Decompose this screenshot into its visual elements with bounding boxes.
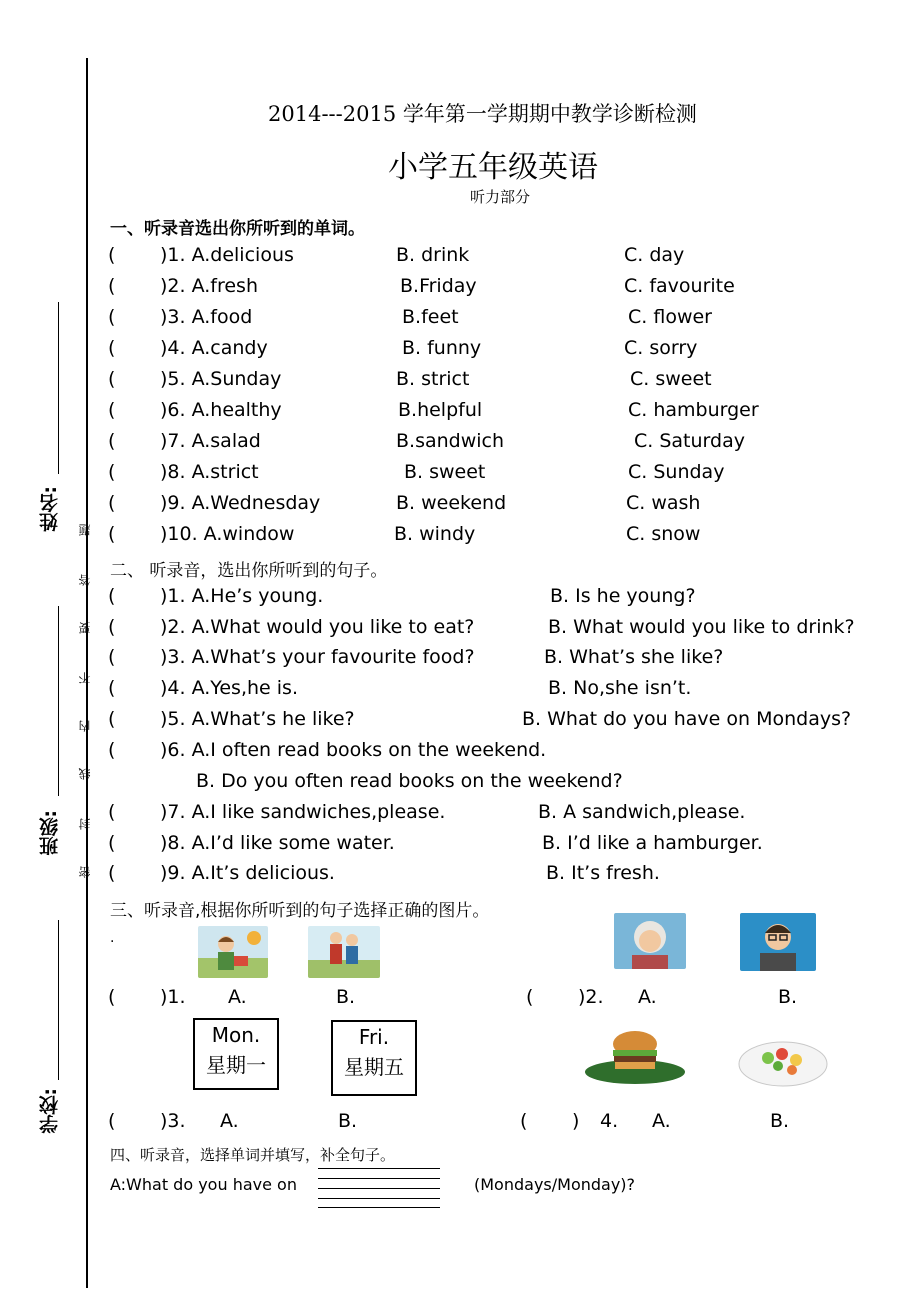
option-a: )1. A.He’s young. bbox=[160, 585, 324, 607]
option-a: A. bbox=[638, 986, 657, 1008]
option-b: B. bbox=[336, 986, 356, 1008]
option-c: C. favourite bbox=[624, 275, 735, 297]
section1-heading: 一、听录音选出你所听到的单词。 bbox=[110, 219, 365, 239]
option-a: A. bbox=[220, 1110, 239, 1132]
fill-blank-line[interactable] bbox=[318, 1207, 440, 1208]
option-c: C. Sunday bbox=[628, 461, 725, 483]
option-c: C. Saturday bbox=[634, 430, 745, 452]
old-woman-icon bbox=[614, 913, 686, 969]
answer-paren[interactable]: ( bbox=[108, 708, 116, 730]
option-b: B. What would you like to drink? bbox=[548, 616, 855, 638]
school-line bbox=[58, 920, 59, 1080]
answer-paren[interactable]: ( bbox=[108, 399, 116, 421]
option-b: B. What’s she like? bbox=[544, 646, 724, 668]
answer-paren[interactable]: ( bbox=[108, 986, 116, 1008]
answer-paren[interactable]: ( bbox=[108, 368, 116, 390]
sentence-prefix: A:What do you have on bbox=[110, 1175, 297, 1194]
answer-paren[interactable]: ( bbox=[526, 986, 534, 1008]
answer-paren[interactable]: ( bbox=[108, 832, 116, 854]
option-b: B. funny bbox=[402, 337, 482, 359]
option-b: B. sweet bbox=[404, 461, 486, 483]
option-b: B.Friday bbox=[400, 275, 477, 297]
option-c: C. hamburger bbox=[628, 399, 759, 421]
answer-paren[interactable]: ( bbox=[108, 739, 116, 761]
option-a: )7. A.I like sandwiches,please. bbox=[160, 801, 446, 823]
class-line bbox=[58, 606, 59, 796]
option-a: )5. A.What’s he like? bbox=[160, 708, 355, 730]
option-a: )3. A.food bbox=[160, 306, 253, 328]
option-a: )8. A.strict bbox=[160, 461, 259, 483]
option-b: B. It’s fresh. bbox=[546, 862, 660, 884]
option-a: )9. A.Wednesday bbox=[160, 492, 321, 514]
option-b: B. What do you have on Mondays? bbox=[522, 708, 852, 730]
fill-blank-line[interactable] bbox=[318, 1188, 440, 1189]
question-number: )1. bbox=[160, 986, 186, 1008]
option-a: )4. A.candy bbox=[160, 337, 268, 359]
fill-blank-line[interactable] bbox=[318, 1168, 440, 1169]
seal-char: 不 bbox=[78, 672, 92, 684]
option-b: B. drink bbox=[396, 244, 470, 266]
option-a: )2. A.What would you like to eat? bbox=[160, 616, 475, 638]
salad-picture[interactable] bbox=[738, 1036, 828, 1090]
seal-char: 内 bbox=[78, 720, 92, 732]
option-b: B. No,she isn’t. bbox=[548, 677, 692, 699]
answer-paren[interactable]: ( bbox=[108, 862, 116, 884]
card-chinese: 星期一 bbox=[206, 1053, 266, 1077]
answer-paren-close: ) bbox=[572, 1110, 580, 1132]
answer-paren[interactable]: ( bbox=[108, 1110, 116, 1132]
option-b: B. windy bbox=[394, 523, 476, 545]
option-a: )2. A.fresh bbox=[160, 275, 258, 297]
option-b: B. bbox=[338, 1110, 358, 1132]
option-b: B. A sandwich,please. bbox=[538, 801, 746, 823]
option-a: )6. A.healthy bbox=[160, 399, 282, 421]
stray-dot: . bbox=[110, 930, 115, 946]
seal-char: 封 bbox=[78, 818, 92, 830]
seal-char: 线 bbox=[78, 768, 92, 780]
option-b: B.helpful bbox=[398, 399, 483, 421]
seal-char: 要 bbox=[78, 622, 92, 634]
hamburger-icon bbox=[584, 1024, 686, 1086]
answer-paren[interactable]: ( bbox=[108, 523, 116, 545]
answer-paren[interactable]: ( bbox=[108, 306, 116, 328]
word-options: (Mondays/Monday)? bbox=[474, 1175, 636, 1194]
name-line bbox=[58, 302, 59, 474]
option-c: C. wash bbox=[626, 492, 701, 514]
name-label: 姓名: bbox=[39, 486, 61, 532]
option-b: B. Is he young? bbox=[550, 585, 696, 607]
two-children-icon bbox=[308, 926, 380, 978]
answer-paren[interactable]: ( bbox=[520, 1110, 528, 1132]
option-a: )5. A.Sunday bbox=[160, 368, 282, 390]
option-c: C. flower bbox=[628, 306, 712, 328]
option-c: C. day bbox=[624, 244, 685, 266]
salad-bowl-icon bbox=[738, 1036, 828, 1090]
part-subtitle: 听力部分 bbox=[470, 188, 531, 206]
option-a: A. bbox=[652, 1110, 671, 1132]
card-english: Fri. bbox=[358, 1025, 390, 1049]
option-c: C. sweet bbox=[630, 368, 712, 390]
option-a: )6. A.I often read books on the weekend. bbox=[160, 739, 547, 761]
kids-picture[interactable] bbox=[308, 926, 380, 978]
option-c: C. snow bbox=[626, 523, 701, 545]
answer-paren[interactable]: ( bbox=[108, 430, 116, 452]
answer-paren[interactable]: ( bbox=[108, 677, 116, 699]
friday-card[interactable] bbox=[331, 1020, 417, 1096]
answer-paren[interactable]: ( bbox=[108, 244, 116, 266]
answer-paren[interactable]: ( bbox=[108, 461, 116, 483]
option-a: )8. A.I’d like some water. bbox=[160, 832, 395, 854]
option-b: B. bbox=[770, 1110, 790, 1132]
question-number: )3. bbox=[160, 1110, 186, 1132]
option-b: B.feet bbox=[402, 306, 459, 328]
question-number: 4. bbox=[600, 1110, 619, 1132]
answer-paren[interactable]: ( bbox=[108, 275, 116, 297]
seal-char: 答 bbox=[78, 574, 92, 586]
seal-char: 题 bbox=[78, 524, 92, 536]
option-a: )10. A.window bbox=[160, 523, 295, 545]
boy-reading-icon bbox=[198, 926, 268, 978]
option-a: )4. A.Yes,he is. bbox=[160, 677, 298, 699]
option-a: )7. A.salad bbox=[160, 430, 261, 452]
option-b: B. strict bbox=[396, 368, 470, 390]
option-b: B. Do you often read books on the weekend? bbox=[196, 770, 623, 792]
monday-card[interactable] bbox=[193, 1018, 279, 1090]
option-b: B. I’d like a hamburger. bbox=[542, 832, 763, 854]
exam-subject-title: 小学五年级英语 bbox=[388, 150, 598, 185]
man-with-glasses-icon bbox=[740, 913, 816, 971]
card-chinese: 星期五 bbox=[344, 1055, 404, 1079]
question-number: )2. bbox=[578, 986, 604, 1008]
answer-paren[interactable]: ( bbox=[108, 616, 116, 638]
young-man-picture[interactable] bbox=[740, 913, 816, 971]
option-a: A. bbox=[228, 986, 247, 1008]
answer-paren[interactable]: ( bbox=[108, 646, 116, 668]
class-label: 班级: bbox=[39, 810, 61, 856]
option-a: )3. A.What’s your favourite food? bbox=[160, 646, 475, 668]
seal-char: 密 bbox=[78, 866, 92, 878]
option-a: )1. A.delicious bbox=[160, 244, 294, 266]
section3-heading: 三、听录音,根据你所听到的句子选择正确的图片。 bbox=[110, 901, 490, 921]
school-label: 学校: bbox=[39, 1088, 61, 1134]
card-english: Mon. bbox=[211, 1023, 261, 1047]
answer-paren[interactable]: ( bbox=[108, 492, 116, 514]
fill-blank-line[interactable] bbox=[318, 1178, 440, 1179]
answer-paren[interactable]: ( bbox=[108, 585, 116, 607]
boy-picture[interactable] bbox=[198, 926, 268, 978]
hamburger-picture[interactable] bbox=[584, 1024, 686, 1086]
section4-heading: 四、听录音，选择单词并填写，补全句子。 bbox=[110, 1146, 396, 1164]
option-a: )9. A.It’s delicious. bbox=[160, 862, 335, 884]
option-c: C. sorry bbox=[624, 337, 698, 359]
option-b: B. weekend bbox=[396, 492, 507, 514]
grandma-picture[interactable] bbox=[614, 913, 686, 969]
answer-paren[interactable]: ( bbox=[108, 337, 116, 359]
exam-title: 2014---2015 学年第一学期期中教学诊断检测 bbox=[268, 102, 697, 126]
option-b: B.sandwich bbox=[396, 430, 505, 452]
section2-heading: 二、 听录音，选出你所听到的句子。 bbox=[110, 561, 388, 581]
answer-paren[interactable]: ( bbox=[108, 801, 116, 823]
fill-blank-line[interactable] bbox=[318, 1198, 440, 1199]
option-b: B. bbox=[778, 986, 798, 1008]
